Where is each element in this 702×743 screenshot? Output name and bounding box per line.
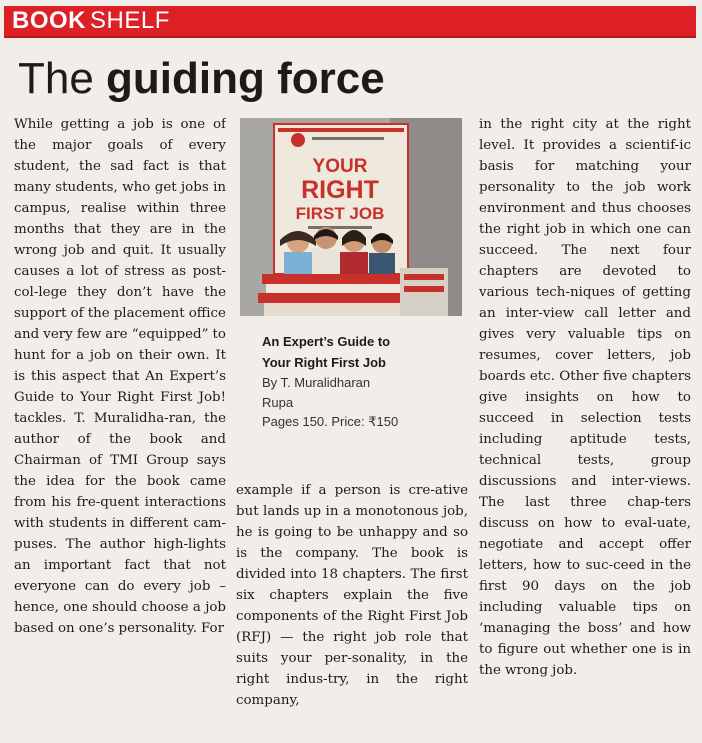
article-col3-text: in the right city at the right level. It provides a scientif-ic basis for matching your personality to the job work environment and thus chooses the right job in which one can succeed. The next four chapters are devoted to various tech-niques of getting an inter-view call letter and gives very valuable tips on resumes, cover letters, job boards etc. Other five chapters give insights on how to succeed in selection tests including aptitude tests, technical tests, group discussions and inter-views. The last three chap-ters discuss on how to eval-uate, negotiate and accept offer letters, how to suc-ceed in the first 90 days on the job including valuable tips on ‘managing the boss’ and how to figure out whether one is in the wrong job. xyxy=(479,117,691,678)
article-column-3 xyxy=(479,114,691,739)
section-kicker-rest: SHELF xyxy=(90,7,170,34)
section-header-bar xyxy=(4,6,696,38)
article-col2-text: example if a person is cre-ative but lands up in a monotonous job, he is going to be unhappy and so is the company. The book is divided into 18 chapters. The first six chapters explain the five components of the Right First Job (RFJ) — the right job role that suits your per-sonality, in the right indus-try, in the right company, xyxy=(236,483,468,708)
book-publisher: Rupa xyxy=(262,394,294,410)
book-author: By T. Muralidharan xyxy=(262,375,371,390)
book-cover-image xyxy=(240,118,462,316)
book-title-line-1: An Expert’s Guide to xyxy=(262,334,391,349)
book-title-line-2: Your Right First Job xyxy=(262,355,386,370)
cover-title-line-2: RIGHT xyxy=(301,176,379,204)
book-meta xyxy=(262,373,462,432)
cover-title-line-1: YOUR xyxy=(312,156,368,177)
section-kicker-bold: BOOK xyxy=(12,7,86,34)
article-column-1 xyxy=(14,114,226,739)
book-info-caption xyxy=(262,331,462,432)
book-cover-illustration xyxy=(240,118,462,316)
article-column-2 xyxy=(236,480,468,738)
article-headline xyxy=(18,54,385,104)
cover-book-stack xyxy=(258,268,448,316)
headline-light: The xyxy=(18,54,107,103)
headline-bold: guiding force xyxy=(106,54,385,103)
cover-title-line-3: FIRST JOB xyxy=(295,204,385,223)
article-col1-text: While getting a job is one of the major goals of every student, the sad fact is that many students, who get jobs in campus, realise within three months that they are in the wrong job and quit. It usually causes a lot of stress as post-col-lege they don’t have the support of the placement office and very few are “equipped” to hunt for a job on their own. It is this aspect that An Expert’s Guide to Your Right First Job! tackles. T. Muralidha-ran, the author of the book and Chairman of TMI Group says the idea for the book came from his fre-quent interactions with students in different cam-puses. The author high-lights an important fact that not everyone can do every job – hence, one should choose a job based on one’s personality. For xyxy=(14,117,226,636)
book-pages-price: Pages 150. Price: ₹150 xyxy=(262,414,399,430)
